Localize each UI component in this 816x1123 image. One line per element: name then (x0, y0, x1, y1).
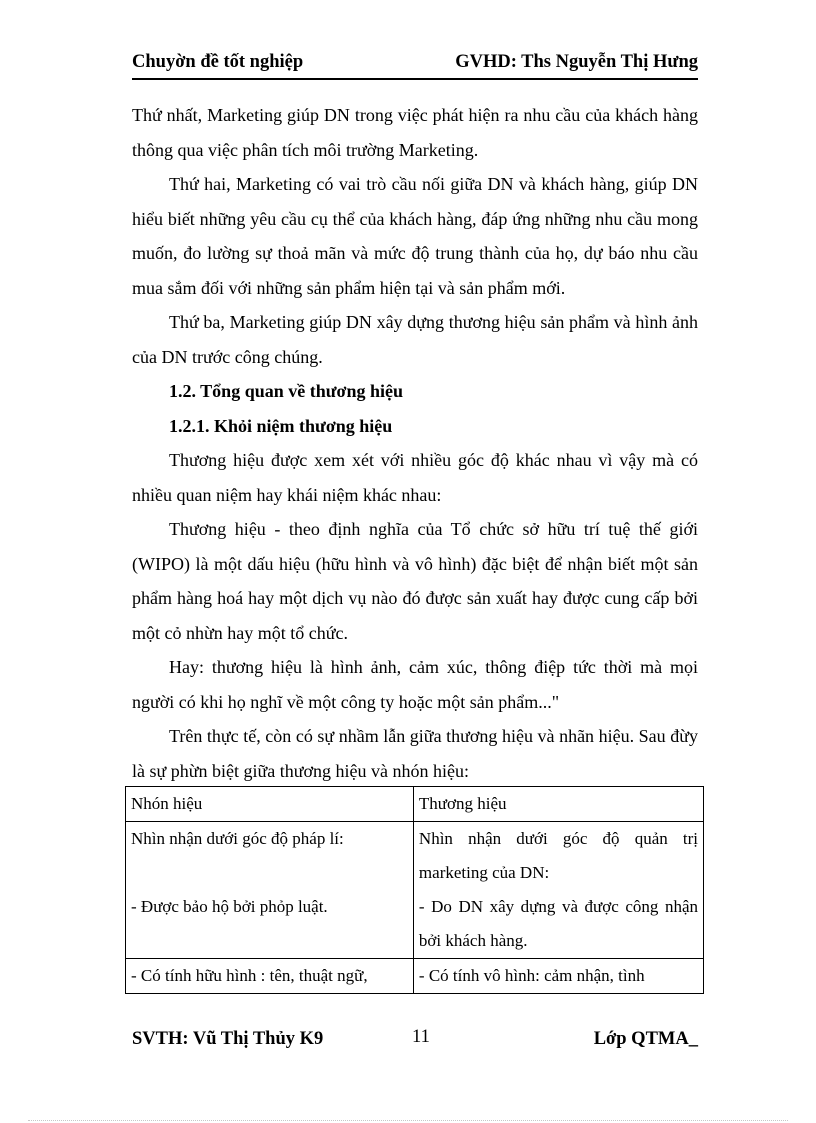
paragraph: Thương hiệu được xem xét với nhiều góc độ khác nhau vì vậy mà có nhiều quan niệm hay khái niệm khác nhau: (132, 450, 698, 505)
table-row (126, 822, 704, 959)
table-header-cell: Nhón hiệu (126, 787, 414, 822)
page-number: 11 (412, 1027, 430, 1047)
paragraph: Thứ nhất, Marketing giúp DN trong việc phát hiện ra nhu cầu của khách hàng thông qua việc phân tích môi trường Marketing. (132, 105, 698, 160)
page-footer (132, 1027, 698, 1077)
document-body (132, 98, 698, 788)
table-cell: - Có tính vô hình: cảm nhận, tình (413, 959, 703, 994)
comparison-table (125, 786, 704, 994)
subsection-heading: 1.2.1. Khỏi niệm thương hiệu (169, 415, 393, 436)
table-row (126, 959, 704, 994)
cell-line (131, 856, 408, 890)
section-heading: 1.2. Tổng quan về thương hiệu (169, 381, 404, 401)
header-title: Chuyờn đề tốt nghiệp (132, 52, 304, 72)
paragraph: Hay: thương hiệu là hình ảnh, cảm xúc, thông điệp tức thời mà mọi người có khi họ nghĩ về một công ty hoặc một sản phẩm..." (132, 657, 698, 712)
table-header-row (126, 787, 704, 822)
paragraph: Thứ ba, Marketing giúp DN xây dựng thương hiệu sản phẩm và hình ảnh của DN trước công chúng. (132, 312, 698, 367)
table-header-cell: Thương hiệu (413, 787, 703, 822)
cell-line: Nhìn nhận dưới góc độ pháp lí: (131, 829, 344, 848)
paragraph: Trên thực tế, còn có sự nhầm lẫn giữa thương hiệu và nhãn hiệu. Sau đừy là sự phừn biệt giữa thương hiệu và nhón hiệu: (132, 726, 698, 781)
paragraph: Thương hiệu - theo định nghĩa của Tổ chức sở hữu trí tuệ thế giới (WIPO) là một dấu hiệu (hữu hình và vô hình) đặc biệt để nhận biết một sản phẩm hàng hoá hay một dịch vụ nào đó được sản xuất hay được cung cấp bởi một cỏ nhừn hay một tổ chức. (132, 519, 698, 643)
cell-line: - Được bảo hộ bởi phỏp luật. (131, 897, 328, 916)
footer-student: SVTH: Vũ Thị Thủy K9 (132, 1029, 324, 1049)
footer-class: Lớp QTMA_ (593, 1029, 698, 1049)
cell-line: Nhìn nhận dưới góc độ quản trị marketing của DN: (418, 829, 698, 882)
table-cell (413, 822, 703, 959)
page-edge-divider (28, 1120, 788, 1121)
page-header (132, 52, 698, 80)
table-cell (126, 822, 414, 959)
paragraph: Thứ hai, Marketing có vai trò cầu nối giữa DN và khách hàng, giúp DN hiểu biết những yêu cầu cụ thể của khách hàng, đáp ứng những nhu cầu mong muốn, đo lường sự thoả mãn và mức độ trung thành của họ, dự báo nhu cầu mua sắm đối với những sản phẩm hiện tại và sản phẩm mới. (132, 174, 698, 298)
cell-line: - Do DN xây dựng và được công nhận bởi khách hàng. (418, 897, 698, 950)
table-cell: - Có tính hữu hình : tên, thuật ngữ, (126, 959, 414, 994)
header-advisor: GVHD: Ths Nguyễn Thị Hưng (455, 52, 698, 72)
